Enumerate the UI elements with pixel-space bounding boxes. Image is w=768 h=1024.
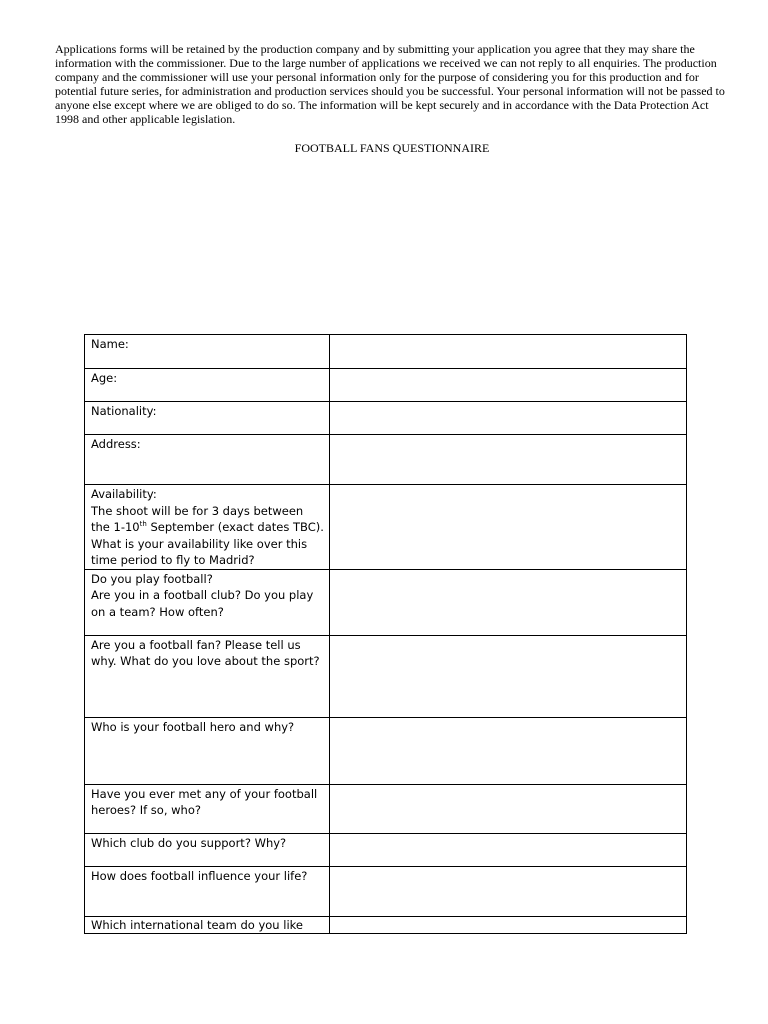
table-row xyxy=(85,866,687,916)
question-cell-name xyxy=(85,335,330,369)
availability-heading: Availability: xyxy=(91,487,157,501)
nationality-label: Nationality: xyxy=(91,404,157,418)
questionnaire-table xyxy=(84,334,687,934)
table-row xyxy=(85,635,687,717)
intro-paragraph: Applications forms will be retained by the production company and by submitting your application you agree that they may share the information with the commissioner. Due to the large number of applications we received we can not reply to all enquiries. The production company and the commissioner will use your personal information only for the purpose of considering you for this production and for potential future series, for administration and production services should you be successful. Your personal information will not be passed to anyone else except where we are obliged to do so. The information will be kept securely and in accordance with the Data Protection Act 1998 and other applicable legislation. xyxy=(55,42,725,126)
availability-text-start: The shoot will be for 3 days between the 1-10 xyxy=(91,503,304,534)
age-label: Age: xyxy=(91,371,118,385)
table-row xyxy=(85,569,687,635)
football-fan-answer-field[interactable] xyxy=(330,635,687,717)
question-cell-play-football xyxy=(85,569,330,635)
club-support-label: Which club do you support? Why? xyxy=(91,835,287,850)
name-label: Name: xyxy=(91,337,129,351)
nationality-answer-field[interactable] xyxy=(330,402,687,435)
question-cell-age xyxy=(85,369,330,402)
play-football-answer-field[interactable] xyxy=(330,569,687,635)
international-team-answer-field[interactable] xyxy=(330,916,687,934)
availability-ordinal: th xyxy=(139,520,147,529)
question-cell-met-heroes xyxy=(85,784,330,833)
met-heroes-answer-field[interactable] xyxy=(330,784,687,833)
question-cell-availability xyxy=(85,485,330,570)
table-row xyxy=(85,833,687,866)
availability-answer-field[interactable] xyxy=(330,485,687,570)
availability-label xyxy=(85,485,329,569)
table-row xyxy=(85,335,687,369)
name-answer-field[interactable] xyxy=(330,335,687,369)
international-team-label: Which international team do you like xyxy=(91,917,303,932)
table-row xyxy=(85,717,687,784)
table-row xyxy=(85,369,687,402)
question-cell-address xyxy=(85,435,330,485)
question-cell-club xyxy=(85,833,330,866)
question-cell-nationality xyxy=(85,402,330,435)
football-hero-label: Who is your football hero and why? xyxy=(91,719,295,734)
question-cell-international xyxy=(85,916,330,934)
table-row xyxy=(85,435,687,485)
page-title: FOOTBALL FANS QUESTIONNAIRE xyxy=(294,141,490,155)
met-heroes-label: Have you ever met any of your football heroes? If so, who? xyxy=(91,786,318,817)
football-influence-answer-field[interactable] xyxy=(330,866,687,916)
address-label: Address: xyxy=(91,437,141,451)
football-influence-label: How does football influence your life? xyxy=(91,868,308,883)
question-cell-influence xyxy=(85,866,330,916)
football-hero-answer-field[interactable] xyxy=(330,717,687,784)
question-cell-hero xyxy=(85,717,330,784)
table-row xyxy=(85,485,687,570)
play-football-label: Do you play football? Are you in a football club? Do you play on a team? How often? xyxy=(91,571,314,619)
table-row xyxy=(85,784,687,833)
question-cell-fan xyxy=(85,635,330,717)
availability-text-end: September (exact dates TBC). What is your availability like over this time period to fly to Madrid? xyxy=(91,520,324,567)
club-support-answer-field[interactable] xyxy=(330,833,687,866)
age-answer-field[interactable] xyxy=(330,369,687,402)
table-row xyxy=(85,402,687,435)
address-answer-field[interactable] xyxy=(330,435,687,485)
football-fan-label: Are you a football fan? Please tell us why. What do you love about the sport? xyxy=(91,637,320,668)
table-row xyxy=(85,916,687,934)
